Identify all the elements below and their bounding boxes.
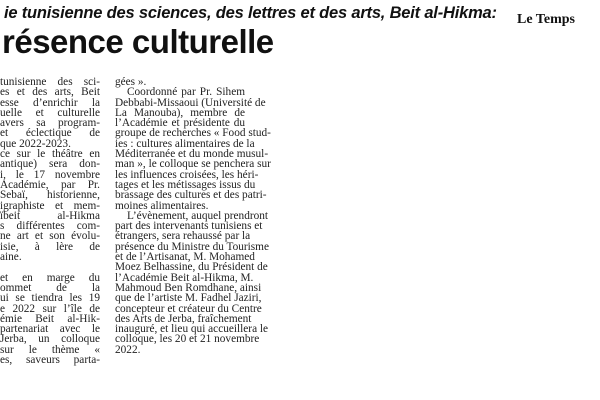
text-line: L’évènement, auquel prendront	[127, 209, 269, 222]
text-line: ies : cultures alimentaires de la	[115, 137, 255, 150]
text-line: partenariat avec le	[0, 323, 100, 336]
text-line: que 2022-2023.	[0, 137, 71, 150]
text-line: Debbabi-Missaoui (Université de	[115, 96, 266, 109]
text-line: Sebaï, historienne,	[0, 189, 100, 202]
text-line: esse d’enrichir la	[0, 96, 100, 109]
text-line: Jerba, un colloque	[0, 333, 100, 346]
text-line: ce sur le théâtre en	[0, 148, 100, 161]
text-line: et éclectique de	[0, 127, 100, 140]
text-line: tunisienne des sci-	[0, 76, 100, 88]
text-line: inauguré, et lieu qui accueillera le	[115, 323, 269, 336]
newspaper-masthead: Le Temps	[517, 12, 575, 27]
text-line: isie, à lère de	[0, 240, 100, 253]
text-line: uelle et culturelle	[0, 106, 100, 119]
text-line: brassage des cultures et des patri-	[115, 189, 267, 202]
text-line: l’Académie et présidente du	[115, 117, 245, 130]
text-line: Moez Belhassine, du Président de	[115, 261, 268, 274]
text-line: Coordonné par Pr. Sihem	[127, 86, 245, 99]
article-headline: résence culturelle	[2, 23, 274, 60]
text-line: es, saveurs parta-	[0, 354, 100, 367]
article-column-1	[0, 77, 100, 365]
text-line: avers sa program-	[0, 117, 100, 130]
text-line: présence du Ministre du Tourisme	[115, 240, 269, 253]
text-line: 2022.	[115, 343, 141, 356]
text-line: Académie, par Pr.	[0, 178, 100, 191]
text-line: s différentes com-	[0, 220, 100, 233]
article-kicker: ie tunisienne des sciences, des lettres et des arts, Beit al-Hikma:	[4, 4, 497, 22]
text-line: colloque, les 20 et 21 novembre	[115, 333, 260, 346]
text-line: Méditerranée et du monde musul-	[115, 148, 269, 161]
text-line: gées ».	[115, 76, 147, 88]
text-line: man », le colloque se penchera sur	[115, 158, 271, 171]
text-line: émie Beit al-Hik-	[0, 312, 100, 325]
article-column-2	[115, 76, 271, 356]
text-line: sur le thème «	[0, 343, 100, 356]
text-line: ommet de la	[0, 281, 100, 294]
text-line: les influences croisées, les héri-	[115, 168, 259, 181]
text-line: La Manouba), membre de	[115, 106, 245, 119]
text-line: des Arts de Jerba, fraîchement	[115, 312, 252, 325]
text-line: et de l’Artisanat, M. Mohamed	[115, 251, 255, 264]
text-line: ïbeit al-Hikma	[0, 209, 100, 222]
text-line: étrangers, sera rehaussé par la	[115, 230, 251, 243]
text-line: Mahmoud Ben Romdhane, ainsi	[115, 281, 262, 294]
text-line: aine.	[0, 251, 22, 264]
text-line: groupe de recherches « Food stud-	[115, 127, 271, 140]
text-line: l’Académie Beit al-Hikma, M.	[115, 271, 254, 284]
text-line: concepteur et créateur du Centre	[115, 302, 262, 315]
text-line: ne art et son évolu-	[0, 230, 100, 243]
text-line: igraphiste et mem-	[0, 199, 100, 212]
text-line: part des intervenants tunisiens et	[115, 220, 263, 233]
text-line: et en marge du	[0, 271, 100, 284]
text-line: moines alimentaires.	[115, 199, 209, 212]
text-line: antique) sera don-	[0, 158, 100, 171]
text-line: que de l’artiste M. Fadhel Jaziri,	[115, 292, 262, 305]
text-line: es et des arts, Beit	[0, 86, 100, 99]
text-line: ui se tiendra les 19	[0, 292, 100, 305]
text-line: i, le 17 novembre	[0, 168, 100, 181]
text-line: tages et les métissages issus du	[115, 178, 256, 191]
text-line: e 2022 sur l’île de	[0, 302, 100, 315]
